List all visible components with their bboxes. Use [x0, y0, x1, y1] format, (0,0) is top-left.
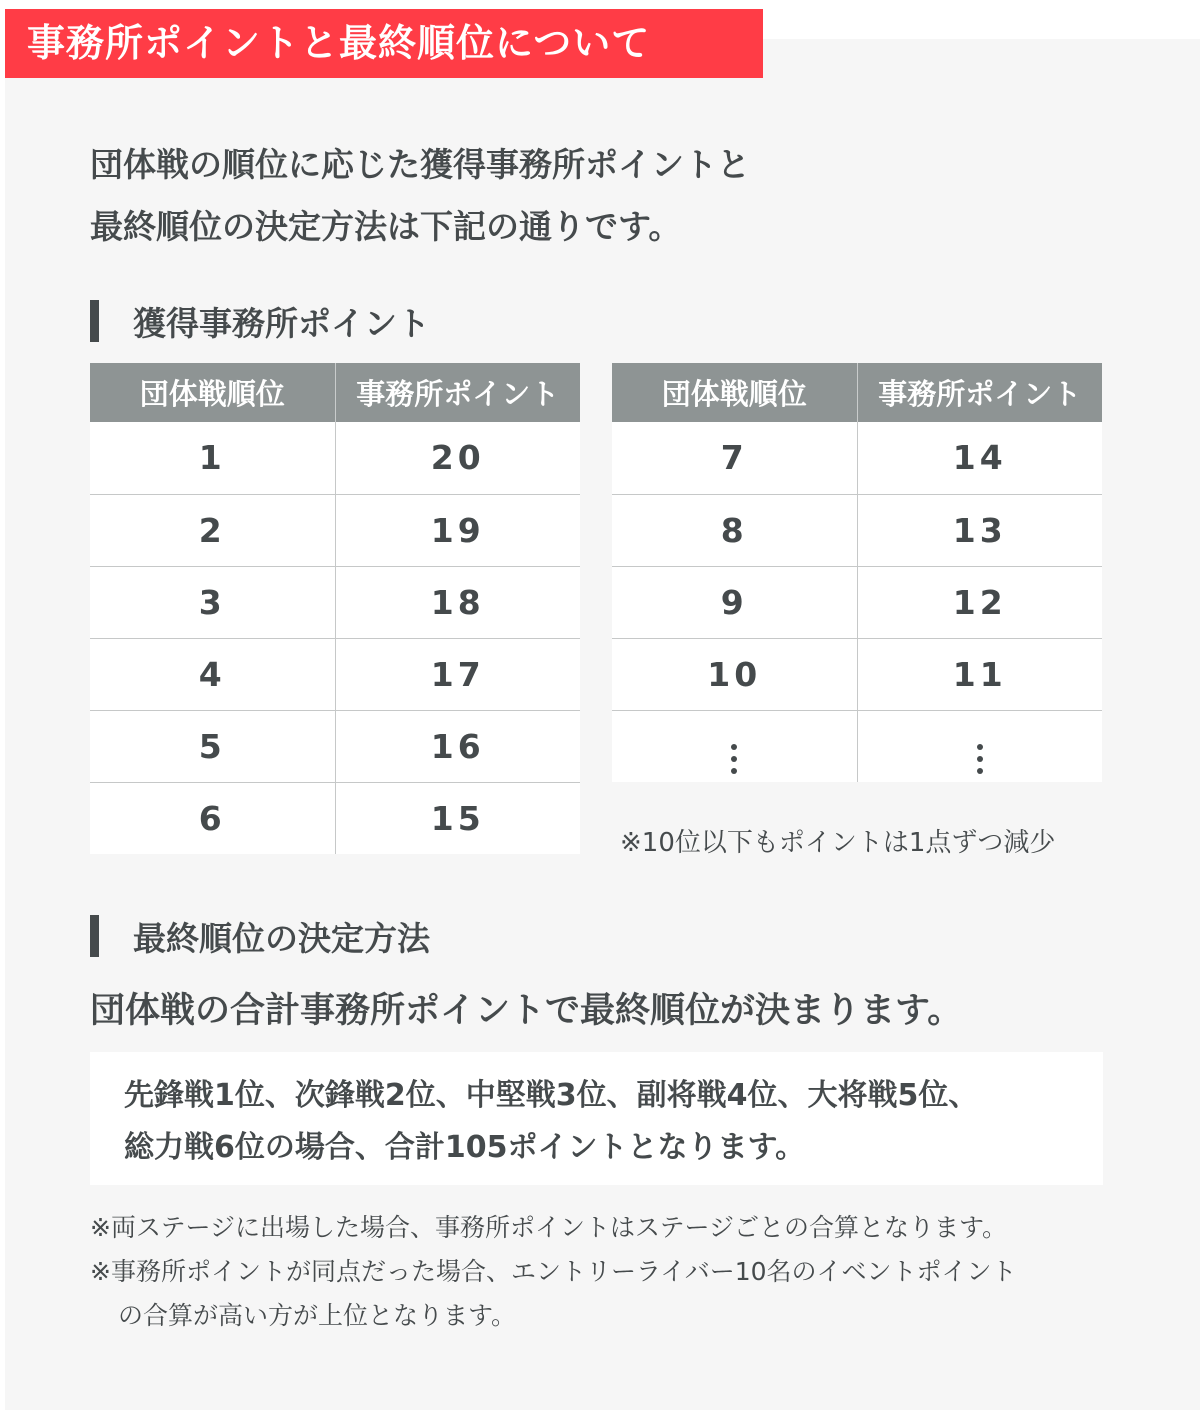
section-bar	[90, 915, 99, 957]
table-row	[90, 494, 580, 566]
points-table-right	[612, 363, 1102, 782]
section-heading-final	[90, 915, 430, 957]
points-note: ※10位以下もポイントは1点ずつ減少	[620, 828, 1056, 858]
points-cell: 20	[335, 422, 580, 494]
vertical-ellipsis-icon	[731, 744, 737, 774]
table-row	[90, 782, 580, 854]
example-box	[90, 1052, 1103, 1185]
column-header-points: 事務所ポイント	[335, 363, 580, 422]
rank-cell: 1	[90, 422, 335, 494]
points-cell: 18	[335, 566, 580, 638]
column-header-rank: 団体戦順位	[612, 363, 857, 422]
page-title: 事務所ポイントと最終順位について	[5, 9, 763, 78]
column-header-points: 事務所ポイント	[857, 363, 1102, 422]
rank-cell: 8	[612, 494, 857, 566]
footnote-1: ※両ステージに出場した場合、事務所ポイントはステージごとの合算となります。	[90, 1213, 1007, 1242]
rank-cell: 5	[90, 710, 335, 782]
rank-cell: 10	[612, 638, 857, 710]
rank-cell: 9	[612, 566, 857, 638]
final-rank-lead: 団体戦の合計事務所ポイントで最終順位が決まります。	[90, 991, 963, 1031]
points-cell: 12	[857, 566, 1102, 638]
ellipsis-cell	[612, 710, 857, 782]
vertical-ellipsis-icon	[977, 744, 983, 774]
rank-cell: 6	[90, 782, 335, 854]
footnote-2: ※事務所ポイントが同点だった場合、エントリーライバー10名のイベントポイント	[90, 1257, 1017, 1286]
table-row	[90, 710, 580, 782]
table-row	[612, 638, 1102, 710]
points-table-left	[90, 363, 580, 854]
points-cell: 11	[857, 638, 1102, 710]
table-row	[90, 638, 580, 710]
table-row	[612, 494, 1102, 566]
intro-text	[90, 134, 990, 258]
intro-line-2: 最終順位の決定方法は下記の通りです。	[90, 207, 682, 246]
points-cell: 13	[857, 494, 1102, 566]
table-row	[90, 566, 580, 638]
rank-cell: 4	[90, 638, 335, 710]
footnotes	[90, 1206, 1110, 1338]
points-cell: 15	[335, 782, 580, 854]
points-cell: 17	[335, 638, 580, 710]
rank-cell: 3	[90, 566, 335, 638]
points-cell: 16	[335, 710, 580, 782]
example-line-1: 先鋒戦1位、次鋒戦2位、中堅戦3位、副将戦4位、大将戦5位、	[124, 1078, 979, 1113]
table-row	[612, 566, 1102, 638]
points-cell: 14	[857, 422, 1102, 494]
footnote-2-continued: の合算が高い方が上位となります。	[118, 1301, 517, 1330]
section-heading-points	[90, 300, 430, 342]
section-heading-label: 最終順位の決定方法	[133, 918, 430, 958]
rank-cell: 7	[612, 422, 857, 494]
points-cell: 19	[335, 494, 580, 566]
table-row	[612, 422, 1102, 494]
section-heading-label: 獲得事務所ポイント	[133, 303, 430, 343]
ellipsis-cell	[857, 710, 1102, 782]
example-line-2: 総力戦6位の場合、合計105ポイントとなります。	[124, 1130, 806, 1165]
rank-cell: 2	[90, 494, 335, 566]
table-row-ellipsis	[612, 710, 1102, 782]
section-bar	[90, 300, 99, 342]
column-header-rank: 団体戦順位	[90, 363, 335, 422]
table-row	[90, 422, 580, 494]
intro-line-1: 団体戦の順位に応じた獲得事務所ポイントと	[90, 145, 750, 184]
